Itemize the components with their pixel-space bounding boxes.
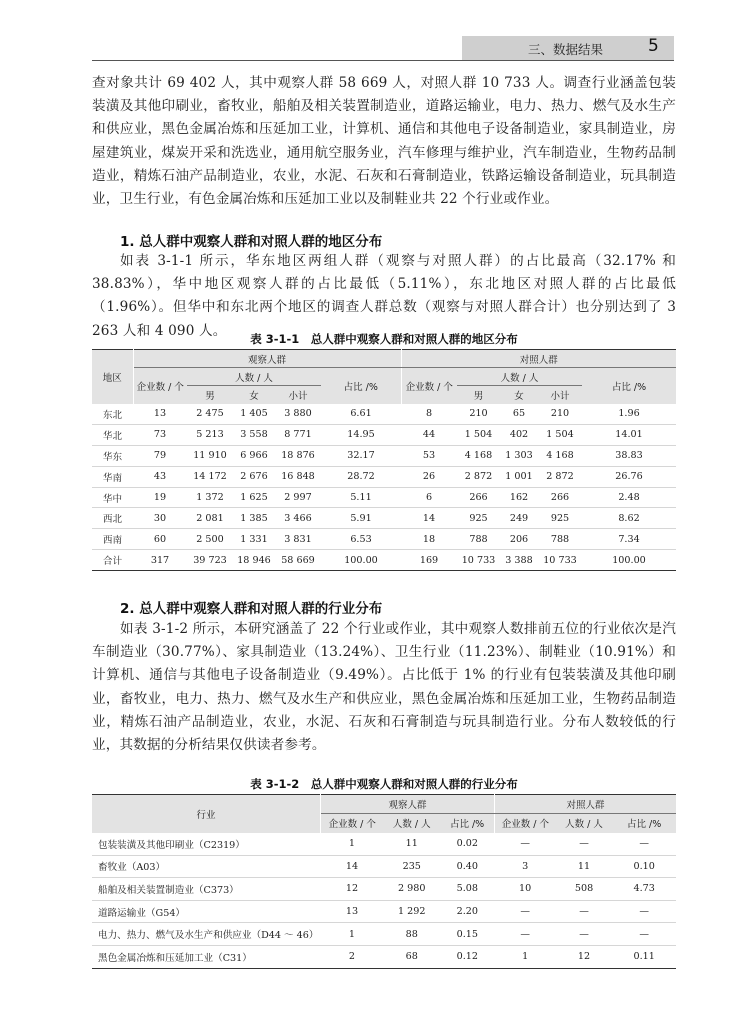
paragraph-survey-scope: 查对象共计 69 402 人，其中观察人群 58 669 人，对照人群 10 733 人。调查行业涵盖包装装潢及其他印刷业，畜牧业，船舶及相关装置制造业，道路运输业，电力、热力、燃气及水生产和供应业，黑色金属冶炼和压延加工业，计算机、通信和其他电子设备制造业，家具制造业，房屋建筑业，煤炭开采和洗选业，通用航空服务业，汽车修理与维护业，汽车制造业，生物药品制造业，精炼石油产品制造业，农业，水泥、石灰和石膏制造业，铁路运输设备制造业，玩具制造业，卫生行业，有色金属冶炼和压延加工业以及制鞋业共 22 个行业或作业。 <box>92 75 676 208</box>
table-cell: 0.11 <box>633 951 655 963</box>
table-cell: 26 <box>422 471 436 483</box>
table-total-row <box>92 550 676 571</box>
table-cell: 1 001 <box>505 471 533 483</box>
table-cell: 8 <box>425 408 433 420</box>
table-cell: 4 168 <box>464 450 493 462</box>
paragraph-region-summary: 如表 3-1-1 所示，华东地区两组人群（观察与对照人群）的占比最高（32.17% 和 38.83%），华中地区观察人群的占比最低（5.11%），东北地区对照人群的占比最低（1.96%）。但华中和东北两个地区的调查人群总数（观察与对照人群合计）也分别达到了 3 263 人和 4 090 人。 <box>92 253 676 339</box>
table-cell: 4.73 <box>633 883 655 895</box>
table-cell: 210 <box>550 408 570 420</box>
table-cell: 10 <box>519 883 532 895</box>
table-row <box>92 404 676 425</box>
table-row <box>92 833 676 856</box>
table-row <box>92 855 676 878</box>
table-cell: 6 <box>425 492 433 503</box>
table-cell: 1 292 <box>398 906 426 918</box>
table-cell: 西北 <box>102 514 123 526</box>
table-cell: 266 <box>469 492 488 503</box>
table-cell: — <box>639 838 649 850</box>
table-cell: — <box>520 928 530 940</box>
table-cell: 1 331 <box>240 533 268 545</box>
table-cell: 3 466 <box>284 512 312 524</box>
table-cell: 华南 <box>102 472 123 484</box>
table-cell: 26.76 <box>615 471 643 483</box>
table-cell: 788 <box>550 533 570 545</box>
col-header-persons-observed: 人数 / 人 <box>187 368 321 386</box>
table-cell: 10 733 <box>461 554 496 566</box>
table-cell: 2 872 <box>546 471 574 483</box>
industry-distribution-table <box>92 794 676 969</box>
table-cell: 包装装潢及其他印刷业（C2319） <box>98 839 245 851</box>
table-cell: 1 405 <box>240 408 268 420</box>
table-cell: 14 172 <box>193 471 227 483</box>
group-header-control: 对照人群 <box>401 350 676 368</box>
table-cell: 1 504 <box>546 429 574 441</box>
col-header-subtotal: 小计 <box>538 386 582 404</box>
table-cell: 华中 <box>102 493 123 505</box>
table-cell: 5.08 <box>456 883 479 895</box>
table-row <box>92 445 676 466</box>
col-header-female: 女 <box>233 386 275 404</box>
region-distribution-table <box>92 349 676 571</box>
page-number: 5 <box>648 36 659 56</box>
table-cell: 13 <box>345 906 359 918</box>
table-cell: 60 <box>153 533 167 545</box>
table-cell: 206 <box>509 533 529 545</box>
table-cell: 39 723 <box>193 554 227 566</box>
table-cell: 788 <box>469 533 488 545</box>
table-cell: 3 880 <box>284 408 312 420</box>
paragraph-industry-summary: 如表 3-1-2 所示，本研究涵盖了 22 个行业或作业，其中观察人数排前五位的行业依次是汽车制造业（30.77%）、家具制造业（13.24%）、卫生行业（11.23%）、制鞋业（10.91%）和计算机、通信与其他电子设备制造业（9.49%）。占比低于 1% 的行业有包装装潢及其他印刷业，畜牧业，电力、热力、燃气及水生产和供应业，黑色金属冶炼和压延加工业，生物药品制造业，精炼石油产品制造业，农业，水泥、石灰和石膏制造与玩具制造行业。分布人数较低的行业，其数据的分析结果仅供读者参考。 <box>92 621 676 754</box>
table-cell: 5.11 <box>350 492 372 503</box>
table-cell: 黑色金属冶炼和压延加工业（C31） <box>98 952 252 964</box>
table-cell: 11 910 <box>193 450 227 462</box>
col-header-ratio-control: 占比 /% <box>612 814 676 833</box>
table-cell: 畜牧业（A03） <box>98 862 166 874</box>
table-cell: 508 <box>574 883 594 895</box>
table-cell: 东北 <box>102 409 123 421</box>
col-header-male: 男 <box>457 386 500 404</box>
table-cell: — <box>639 928 649 940</box>
table-cell: 0.12 <box>456 951 479 963</box>
table-cell: 船舶及相关装置制造业（C373） <box>98 884 239 896</box>
table-cell: 道路运输业（G54） <box>98 907 186 919</box>
table-row <box>92 878 676 901</box>
col-header-female: 女 <box>500 386 538 404</box>
table-cell: 18 876 <box>281 450 315 462</box>
col-header-enterprises-observed: 企业数 / 个 <box>133 368 187 404</box>
table-cell: 8 771 <box>284 429 312 441</box>
table-row <box>92 945 676 968</box>
table-cell: 13 <box>153 408 167 420</box>
table-caption: 表 3-1-2 总人群中观察人群和对照人群的行业分布 <box>250 777 518 791</box>
header-rule <box>92 60 674 61</box>
table-cell: 5.91 <box>350 512 372 524</box>
col-header-enterprises-observed: 企业数 / 个 <box>321 814 384 833</box>
table-cell: — <box>579 928 589 940</box>
table-row <box>92 923 676 946</box>
col-header-subtotal: 小计 <box>275 386 321 404</box>
table-cell: 1 <box>348 838 356 850</box>
table-cell: 12 <box>577 951 591 963</box>
table-caption: 表 3-1-1 总人群中观察人群和对照人群的地区分布 <box>250 332 518 346</box>
running-header-section: 三、数据结果 <box>528 42 604 57</box>
table-cell: 16 848 <box>281 471 315 483</box>
table-cell: 162 <box>509 492 529 503</box>
table-cell: 30 <box>153 512 167 524</box>
table-row <box>92 529 676 550</box>
table-cell: 79 <box>153 450 167 462</box>
section-heading-region: 1. 总人群中观察人群和对照人群的地区分布 <box>120 234 383 250</box>
table-cell: 169 <box>419 554 439 566</box>
table-cell: 电力、热力、燃气及水生产和供应业（D44 ～ 46） <box>98 930 319 942</box>
table-cell: 19 <box>153 492 167 503</box>
group-header-control: 对照人群 <box>495 795 676 814</box>
table-cell: 0.02 <box>456 838 479 850</box>
table-cell: — <box>639 906 649 918</box>
table-cell: 28.72 <box>347 471 375 483</box>
table-cell: 6 966 <box>240 450 268 462</box>
table-cell: 华东 <box>102 451 123 463</box>
table-cell: 2 475 <box>196 408 224 420</box>
table-cell: 38.83 <box>615 450 643 462</box>
table-cell: 11 <box>577 860 591 872</box>
table-cell: 65 <box>512 408 526 420</box>
table-cell: — <box>520 838 530 850</box>
group-header-observed: 观察人群 <box>133 350 401 368</box>
table-cell: 1 625 <box>240 492 268 503</box>
table-cell: 2.48 <box>618 492 640 503</box>
table-cell: — <box>579 906 589 918</box>
table-cell: 44 <box>422 429 436 441</box>
table-cell: 10 733 <box>543 554 577 566</box>
table-row <box>92 900 676 923</box>
table-cell: 6.61 <box>350 408 372 420</box>
table-cell: 249 <box>509 512 529 524</box>
table-cell: 0.10 <box>633 860 655 872</box>
table-cell: 12 <box>345 883 359 895</box>
table-cell: 3 831 <box>284 533 312 545</box>
table-cell: 1 303 <box>505 450 533 462</box>
table-cell: 2 500 <box>196 533 224 545</box>
table-cell: 2 676 <box>240 471 268 483</box>
table-cell: 0.40 <box>456 860 479 872</box>
table-cell: 1 372 <box>196 492 224 503</box>
table-cell: 合计 <box>102 556 123 568</box>
table-cell: 2 872 <box>464 471 493 483</box>
table-cell: 925 <box>550 512 570 524</box>
table-cell: 2 980 <box>398 883 426 895</box>
table-cell: 华北 <box>102 430 123 442</box>
table-cell: 1 504 <box>464 429 493 441</box>
table-cell: 235 <box>402 860 421 872</box>
table-cell: 4 168 <box>546 450 574 462</box>
table-row <box>92 487 676 508</box>
col-header-ratio-observed: 占比 /% <box>321 368 401 404</box>
group-header-observed: 观察人群 <box>321 795 495 814</box>
col-header-persons-control: 人数 / 人 <box>457 368 582 386</box>
table-cell: 88 <box>405 928 418 940</box>
table-cell: 32.17 <box>347 450 375 462</box>
table-cell: 266 <box>550 492 570 503</box>
table-cell: 6.53 <box>350 533 372 545</box>
col-header-persons-observed: 人数 / 人 <box>383 814 440 833</box>
table-cell: 18 <box>422 533 436 545</box>
table-cell: 58 669 <box>281 554 315 566</box>
table-cell: 68 <box>405 951 418 963</box>
table-cell: 14.95 <box>347 429 375 441</box>
table-cell: 西南 <box>102 535 123 547</box>
table-cell: 2 997 <box>284 492 312 503</box>
table-cell: — <box>520 906 530 918</box>
table-cell: — <box>579 838 589 850</box>
table-cell: 402 <box>509 429 529 441</box>
table-cell: 2 <box>348 951 356 963</box>
col-header-region: 地区 <box>92 350 133 404</box>
table-cell: 1 <box>348 928 356 940</box>
table-cell: 0.15 <box>456 928 479 940</box>
table-cell: 7.34 <box>618 533 640 545</box>
table-cell: 1 385 <box>240 512 268 524</box>
table-cell: 317 <box>150 554 170 566</box>
table-row <box>92 424 676 445</box>
table-cell: 18 946 <box>237 554 271 566</box>
table-cell: 2 081 <box>196 512 224 524</box>
table-cell: 100.00 <box>612 554 646 566</box>
col-header-persons-control: 人数 / 人 <box>556 814 613 833</box>
col-header-enterprises-control: 企业数 / 个 <box>401 368 457 404</box>
table-cell: 3 <box>522 860 529 872</box>
table-cell: 11 <box>405 838 418 850</box>
table-cell: 14 <box>345 860 359 872</box>
table-cell: 1.96 <box>618 408 640 420</box>
table-cell: 53 <box>422 450 436 462</box>
table-cell: 14 <box>422 512 436 524</box>
col-header-industry: 行业 <box>92 795 321 833</box>
table-cell: 8.62 <box>618 512 640 524</box>
table-cell: 100.00 <box>344 554 378 566</box>
table-row <box>92 466 676 487</box>
table-cell: 5 213 <box>196 429 224 441</box>
section-heading-industry: 2. 总人群中观察人群和对照人群的行业分布 <box>120 601 383 617</box>
table-row <box>92 508 676 529</box>
table-cell: 3 388 <box>505 554 533 566</box>
table-cell: 925 <box>469 512 488 524</box>
col-header-enterprises-control: 企业数 / 个 <box>495 814 556 833</box>
table-cell: 1 <box>522 951 529 963</box>
col-header-male: 男 <box>187 386 233 404</box>
col-header-ratio-control: 占比 /% <box>582 368 676 404</box>
table-cell: 2.20 <box>456 906 479 918</box>
table-cell: 14.01 <box>615 429 643 441</box>
table-cell: 73 <box>153 429 167 441</box>
table-cell: 210 <box>469 408 488 420</box>
table-cell: 3 558 <box>240 429 268 441</box>
table-cell: 43 <box>153 471 167 483</box>
col-header-ratio-observed: 占比 /% <box>440 814 495 833</box>
